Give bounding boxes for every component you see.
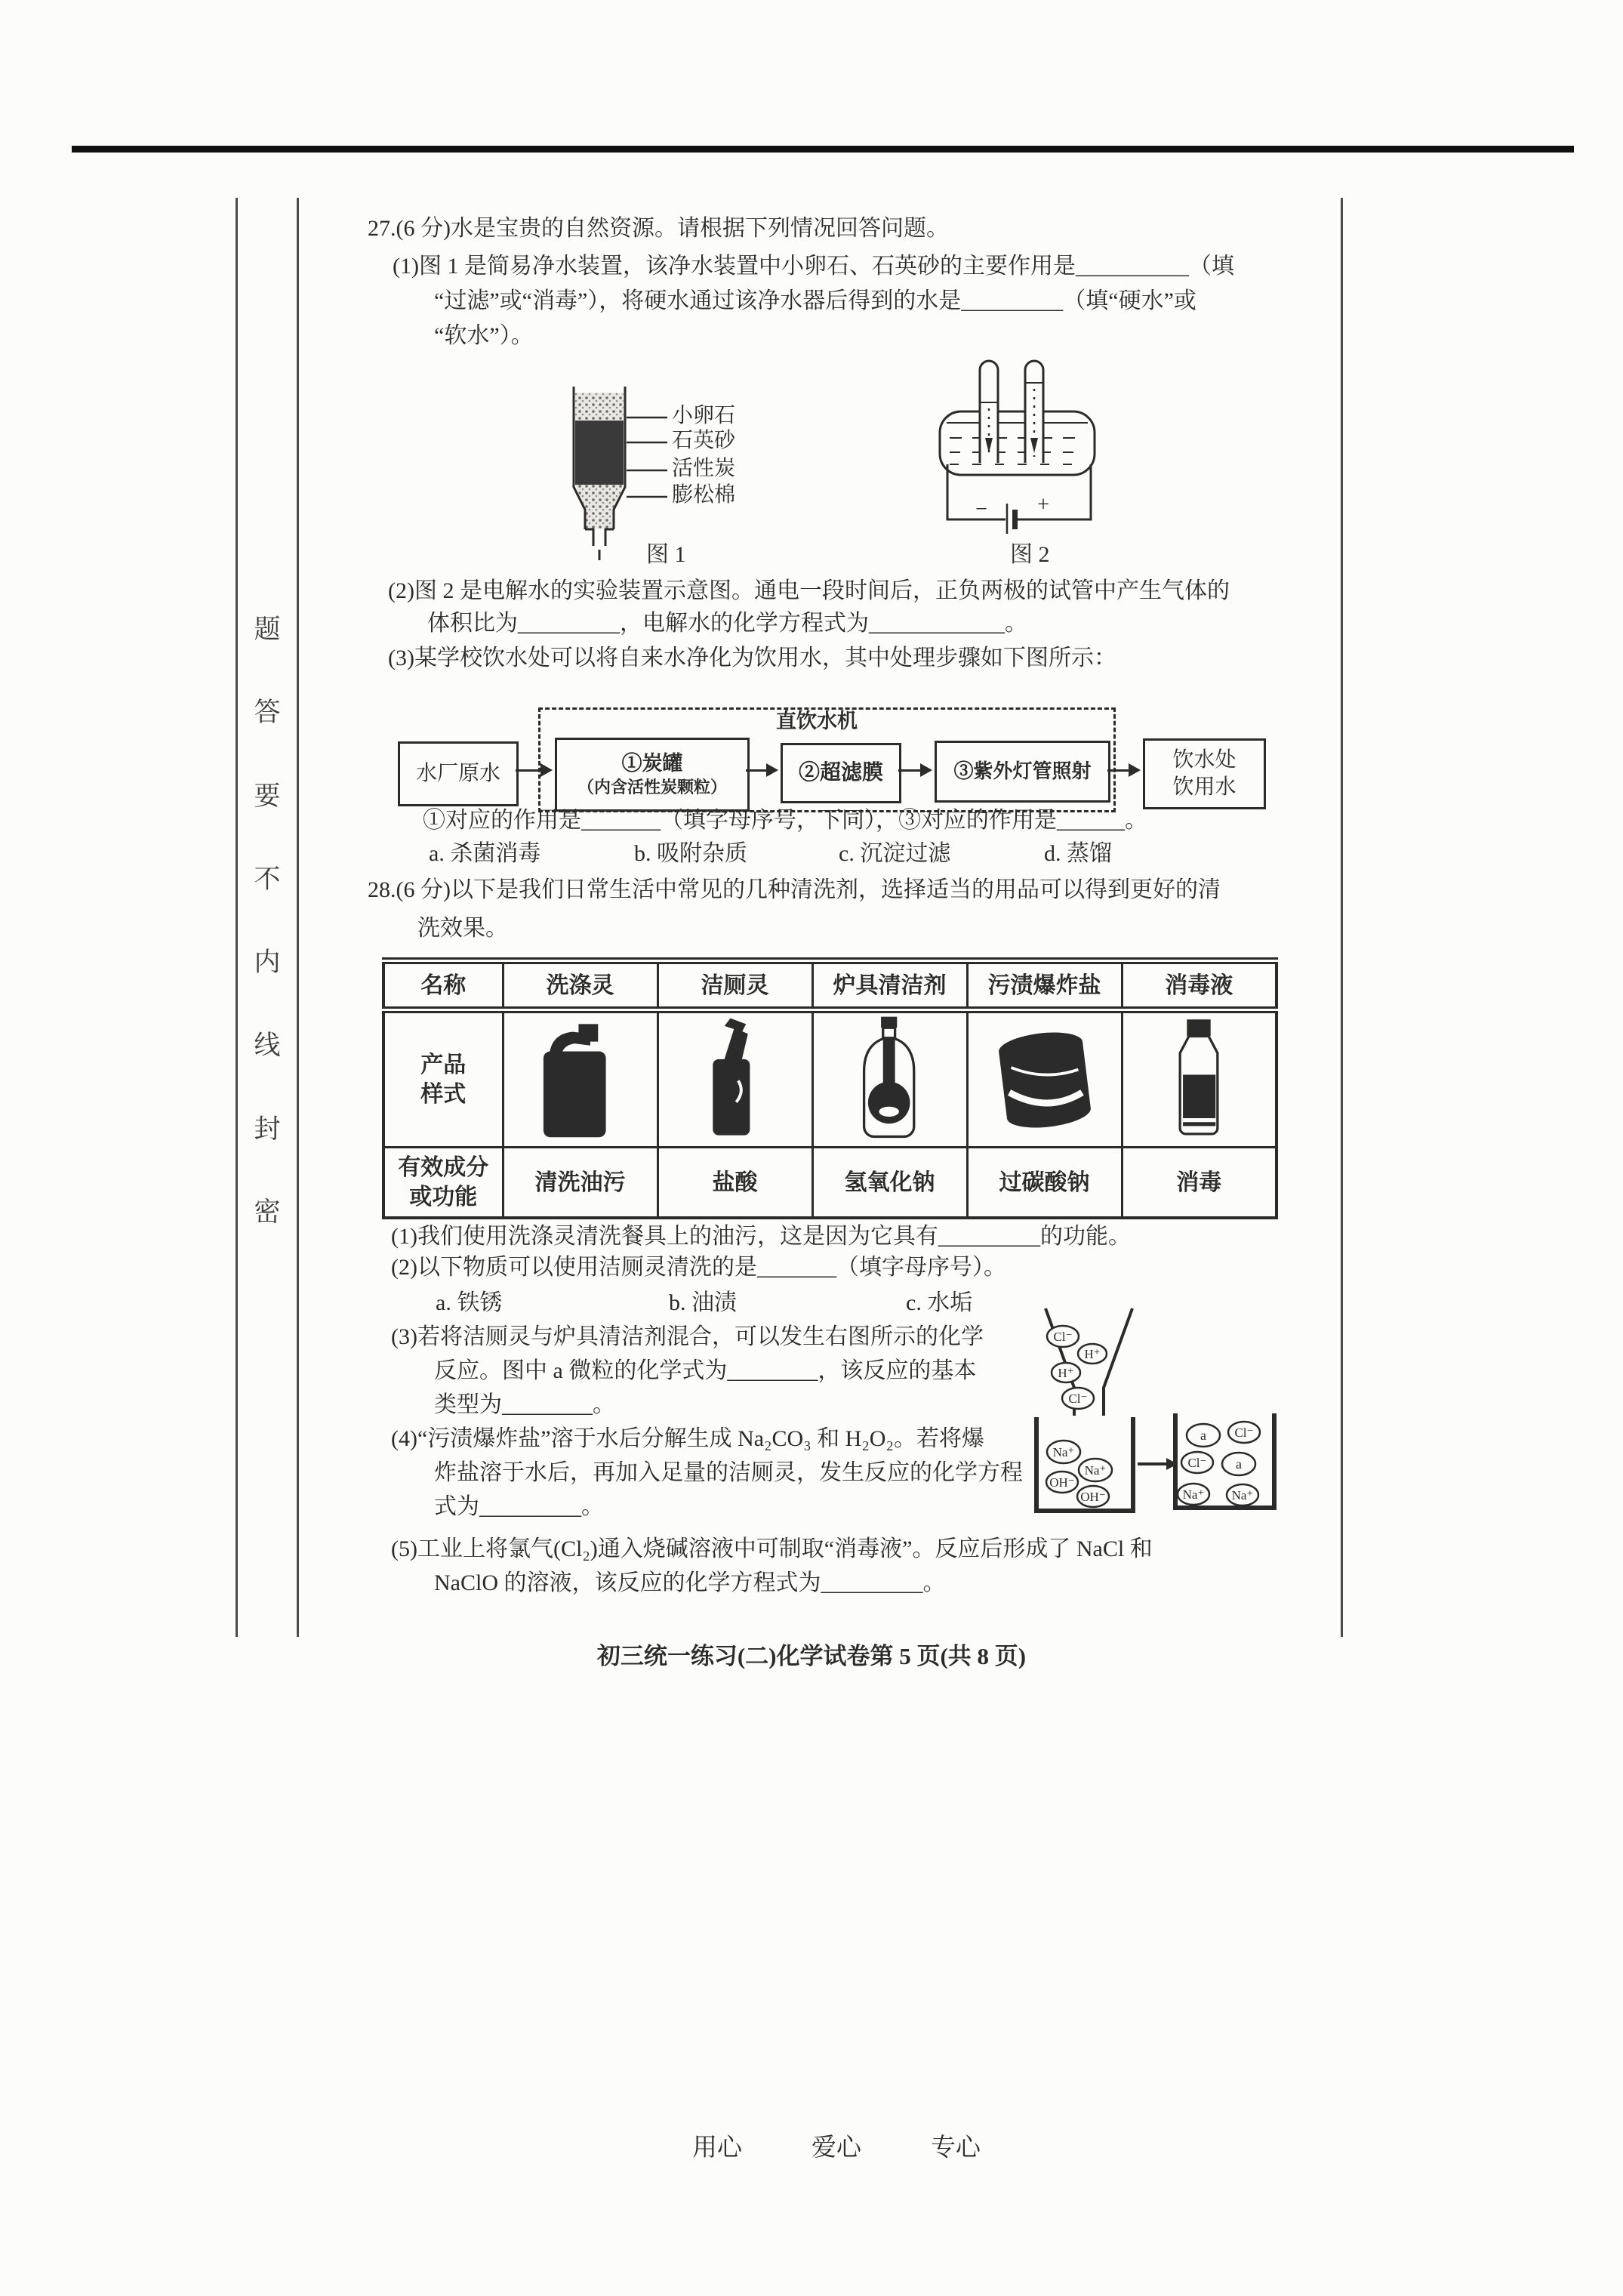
right-ion-label: a [1236, 1456, 1242, 1472]
function-degreasing: 清洗油污 [503, 1148, 658, 1219]
page-footer: 初三统一练习(二)化学试卷第 5 页(共 8 页) [596, 1643, 1027, 1669]
fig1-label-gravel: 小卵石 [672, 404, 736, 427]
fig1-label-quartz-sand: 石英砂 [672, 429, 736, 452]
flow-box-source-label: 水厂原水 [415, 761, 500, 785]
header-stain-salt: 污渍爆炸盐 [967, 961, 1122, 1010]
battery-plus-label: + [1037, 493, 1049, 516]
sand-charcoal-layer [575, 421, 624, 485]
right-ion-label: Na⁺ [1182, 1487, 1205, 1502]
funnel-ion-label: Cl⁻ [1053, 1330, 1073, 1344]
detergent-jug-image [516, 1016, 645, 1143]
q28-option-c: c. 水垢 [906, 1290, 973, 1315]
q27-part1-line3: “软水”）。 [434, 323, 534, 348]
product-cell-disinfectant [1122, 1010, 1277, 1148]
fig1-label-cotton: 膨松棉 [672, 483, 736, 507]
q28-option-b: b. 油渍 [669, 1290, 737, 1315]
top-rule [72, 146, 1574, 153]
label-leader-lines [627, 418, 667, 497]
table-header-row [383, 961, 1277, 1010]
seal-char: 要 [254, 781, 281, 811]
q27-option-a: a. 杀菌消毒 [429, 841, 541, 866]
cleaners-table [382, 957, 1278, 1219]
seal-char: 封 [254, 1114, 281, 1144]
wires [947, 464, 1091, 519]
product-cell-toilet-cleaner [658, 1010, 812, 1148]
flow-step3-label: ③紫外灯管照射 [953, 760, 1092, 783]
flow-arrow-3 [898, 769, 921, 772]
header-toilet-cleaner: 洁厕灵 [658, 961, 812, 1010]
battery-minus-label: − [975, 498, 987, 521]
fig1-caption: 图 1 [646, 542, 686, 567]
q28-option-a: a. 铁锈 [436, 1290, 503, 1315]
q28-part3-line3: 类型为________。 [434, 1392, 615, 1417]
fig2-caption: 图 2 [1010, 542, 1050, 567]
q28-part4-line2: 炸盐溶于水后，再加入足量的洁厕灵，发生反应的化学方程 [434, 1460, 1023, 1485]
q28-part2: (2)以下物质可以使用洁厕灵清洗的是_______（填字母序号）。 [391, 1255, 1006, 1280]
q28-stem-line1: 28.(6 分)以下是我们日常生活中常见的几种清洗剂，选择适当的用品可以得到更好的清 [368, 877, 1221, 902]
toilet-cleaner-bottle-image [679, 1016, 792, 1143]
motto-word: 用心 [692, 2134, 742, 2162]
stove-cleaner-bottle-image [833, 1015, 947, 1145]
funnel-ion-label: H⁺ [1058, 1366, 1074, 1380]
seal-line-outer [236, 198, 238, 1637]
header-stove-cleaner: 炉具清洁剂 [812, 961, 967, 1010]
q27-part2-line1: (2)图 2 是电解水的实验装置示意图。通电一段时间后，正负两极的试管中产生气体的 [388, 578, 1230, 603]
right-ion-label: a [1200, 1428, 1206, 1443]
flow-step1-title: ①炭罐 [621, 752, 683, 775]
figure2-electrolysis-apparatus [929, 344, 1117, 570]
motto-word: 爱心 [812, 2134, 861, 2162]
ion-particle-diagram [1023, 1302, 1295, 1521]
seal-vertical-text [243, 609, 291, 1229]
row-label-ingredient-line2: 或功能 [409, 1185, 478, 1210]
header-dish-detergent: 洗涤灵 [503, 961, 658, 1010]
function-hydrochloric-acid: 盐酸 [658, 1148, 812, 1219]
q28-part5-line1: (5)工业上将氯气(Cl₂)通入烧碱溶液中可制取“消毒液”。反应后形成了 NaCl 和 [391, 1536, 1153, 1561]
seal-line-inner [297, 198, 299, 1637]
row-label-ingredient [383, 1148, 503, 1219]
table-function-row [383, 1148, 1277, 1219]
left-ion-label: Na⁺ [1084, 1463, 1107, 1478]
disinfectant-bottle-image [1146, 1015, 1252, 1144]
product-cell-stain-salt [967, 1010, 1122, 1148]
row-label-product: 产品 [420, 1052, 467, 1077]
q27-stem: 27.(6 分)水是宝贵的自然资源。请根据下列情况回答问题。 [368, 216, 949, 241]
flow-arrow-2 [746, 769, 767, 772]
function-sodium-percarbonate: 过碳酸钠 [967, 1148, 1122, 1219]
flow-box-source [398, 741, 519, 806]
flow-box-output [1143, 738, 1266, 809]
fig1-label-activated-carbon: 活性炭 [672, 457, 736, 480]
q28-part1: (1)我们使用洗涤灵清洗餐具上的油污，这是因为它具有_________的功能。 [391, 1224, 1131, 1249]
right-ion-label: Cl⁻ [1187, 1456, 1207, 1470]
flow-machine-label: 直饮水机 [776, 710, 858, 732]
q27-option-b: b. 吸附杂质 [634, 841, 747, 866]
stain-salt-tub-image [981, 1018, 1109, 1142]
right-ion-label: Na⁺ [1231, 1488, 1254, 1502]
q27-part2-line2: 体积比为_________，电解水的化学方程式为____________。 [427, 611, 1027, 636]
trough [940, 411, 1095, 475]
flow-box-carbon-canister [555, 738, 750, 812]
seal-char: 密 [254, 1197, 281, 1227]
q28-stem-line2: 洗效果。 [417, 916, 508, 941]
flow-step1-subtitle: （内含活性炭颗粒） [577, 778, 727, 797]
flow-arrow-4 [1107, 769, 1129, 772]
header-name: 名称 [383, 961, 503, 1010]
q27-option-d: d. 蒸馏 [1044, 841, 1112, 866]
table-product-row [383, 1010, 1277, 1148]
q27-part3-line1: (3)某学校饮水处可以将自来水净化为饮用水，其中处理步骤如下图所示： [388, 646, 1116, 670]
flow-out-line1: 饮水处 [1172, 747, 1236, 772]
funnel-ion-label: H⁺ [1084, 1347, 1101, 1361]
q28-part4-line1: (4)“污渍爆炸盐”溶于水后分解生成 Na₂CO₃ 和 H₂O₂。若将爆 [391, 1426, 984, 1451]
product-cell-detergent [503, 1010, 658, 1148]
function-sodium-hydroxide: 氢氧化钠 [812, 1148, 967, 1219]
battery-short-plate [1012, 510, 1018, 529]
right-border-line [1341, 198, 1343, 1637]
left-ion-label: Na⁺ [1052, 1445, 1075, 1459]
q27-part1-line2: “过滤”或“消毒”），将硬水通过该净水器后得到的水是_________（填“硬水”或 [434, 288, 1196, 313]
seal-char: 不 [254, 864, 281, 894]
seal-char: 答 [254, 698, 281, 728]
header-disinfectant: 消毒液 [1122, 961, 1277, 1010]
right-ion-label: Cl⁻ [1234, 1425, 1254, 1440]
function-disinfect: 消毒 [1122, 1148, 1277, 1219]
seal-char: 内 [254, 948, 281, 978]
row-label-ingredient-line1: 有效成分 [398, 1155, 489, 1180]
left-ion-label: OH⁻ [1049, 1475, 1075, 1490]
row-label-product-style [383, 1010, 503, 1148]
funnel-ion-label: Cl⁻ [1068, 1391, 1088, 1406]
left-ion-label: OH⁻ [1080, 1490, 1106, 1504]
q27-option-c: c. 沉淀过滤 [839, 841, 951, 866]
flow-out-line2: 饮用水 [1172, 775, 1236, 799]
q28-part4-line3: 式为_________。 [434, 1494, 604, 1519]
q27-part1-line1: (1)图 1 是简易净水装置，该净水装置中小卵石、石英砂的主要作用是__________（填 [393, 254, 1234, 279]
seal-char: 题 [254, 615, 281, 644]
motto-word: 专心 [931, 2134, 981, 2162]
gravel-layer [575, 393, 624, 421]
product-cell-stove-cleaner [812, 1010, 967, 1148]
flow-arrow-1 [516, 769, 541, 772]
q28-part5-line2: NaClO 的溶液，该反应的化学方程式为_________。 [434, 1570, 946, 1595]
flow-box-uv-lamp [935, 741, 1110, 803]
q28-part3-line1: (3)若将洁厕灵与炉具清洁剂混合，可以发生右图所示的化学 [391, 1324, 984, 1349]
seal-char: 线 [254, 1031, 281, 1061]
motto-footer [692, 2128, 981, 2163]
row-label-style: 样式 [420, 1082, 467, 1107]
flow-step2-label: ②超滤膜 [798, 760, 883, 784]
q28-part3-line2: 反应。图中 a 微粒的化学式为________，该反应的基本 [434, 1358, 977, 1383]
flow-box-ultrafilter [781, 743, 901, 803]
q27-part3-line2: ①对应的作用是_______（填字母序号，下同），③对应的作用是______。 [423, 808, 1147, 833]
